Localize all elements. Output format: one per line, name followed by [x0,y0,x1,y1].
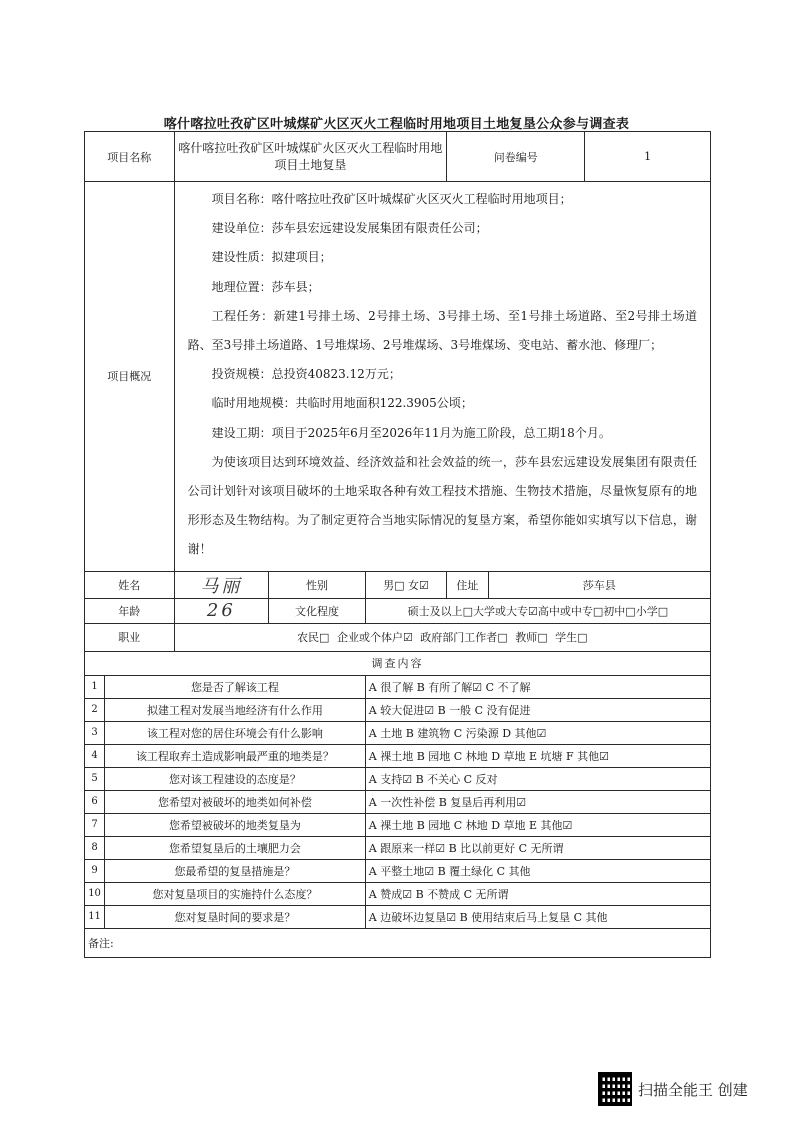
survey-header: 调查内容 [85,651,711,675]
question-row [85,744,711,767]
gender-label: 性别 [269,571,366,598]
question-number: 11 [85,905,105,928]
education-label: 文化程度 [269,598,366,623]
question-number: 4 [85,744,105,767]
question-row [85,767,711,790]
overview-line-purpose: 为使该项目达到环境效益、经济效益和社会效益的统一，莎车县宏远建设发展集团有限责任公司计划针对该项目破坏的土地采取各种有效工程技术措施、生物技术措施，尽量恢复原有的地形形态及生物结构。为了制定更符合当地实际情况的复垦方案，希望你能如实填写以下信息，谢谢！ [187,454,697,557]
question-answer: A 跟原来一样☑ B 比以前更好 C 无所谓 [365,836,710,859]
question-answer: A 边破坏边复垦☑ B 使用结束后马上复垦 C 其他 [365,905,710,928]
question-number: 3 [85,721,105,744]
question-text: 您对该工程建设的态度是？ [105,767,366,790]
address-label: 住址 [447,571,488,598]
project-name-label: 项目名称 [85,132,175,182]
scanner-watermark [598,1071,778,1107]
question-number: 2 [85,698,105,721]
question-number: 1 [85,675,105,698]
question-number: 7 [85,813,105,836]
project-name-row [85,132,711,182]
overview-line-period: 建设工期：项目于2025年6月至2026年11月为施工阶段，总工期18个月。 [211,425,611,440]
overview-line-investment: 投资规模：总投资40823.12万元； [211,367,401,382]
question-row [85,698,711,721]
questionnaire-no-value: 1 [585,132,711,182]
question-row [85,675,711,698]
question-row [85,836,711,859]
remark-label: 备注: [85,928,711,957]
overview-line-tasks: 工程任务：新建1号排土场、2号排土场、3号排土场、至1号排土场道路、至2号排土场道路、至3号排土场道路、1号堆煤场、2号堆煤场、3号堆煤场、变电站、蓄水池、修理厂； [187,308,697,353]
overview-label: 项目概况 [85,182,175,572]
age-value: 26 [174,598,269,623]
question-number: 8 [85,836,105,859]
question-answer: A 一次性补偿 B 复垦后再利用☑ [365,790,710,813]
question-text: 您最希望的复垦措施是？ [105,859,366,882]
question-answer: A 裸土地 B 园地 C 林地 D 草地 E 坑塘 F 其他☑ [365,744,710,767]
question-text: 您对复垦时间的要求是？ [105,905,366,928]
question-text: 您希望复垦后的土壤肥力会 [105,836,366,859]
overview-line-builder: 建设单位：莎车县宏远建设发展集团有限责任公司； [211,221,488,236]
question-answer: A 较大促进☑ B 一般 C 没有促进 [365,698,710,721]
address-value: 莎车县 [488,571,710,598]
name-label: 姓名 [85,571,175,598]
question-row [85,859,711,882]
overview-line-location: 地理位置：莎车县； [211,279,320,294]
question-row [85,882,711,905]
question-text: 您是否了解该工程 [105,675,366,698]
question-text: 该工程取弃土造成影响最严重的地类是？ [105,744,366,767]
question-text: 您希望被破坏的地类复垦为 [105,813,366,836]
person-row-2 [85,598,711,623]
project-name-value: 喀什喀拉吐孜矿区叶城煤矿火区灭火工程临时用地项目土地复垦 [174,132,447,182]
person-row-3 [85,623,711,651]
question-row [85,790,711,813]
overview-row [85,182,711,572]
question-answer: A 土地 B 建筑物 C 污染源 D 其他☑ [365,721,710,744]
question-answer: A 平整土地☑ B 覆土绿化 C 其他 [365,859,710,882]
age-label: 年龄 [85,598,175,623]
education-options: 硕士及以上□大学或大专☑高中或中专□初中□小学□ [365,598,710,623]
overview-line-nature: 建设性质：拟建项目； [211,250,332,265]
question-answer: A 赞成☑ B 不赞成 C 无所谓 [365,882,710,905]
question-number: 10 [85,882,105,905]
questionnaire-no-label: 问卷编号 [447,132,585,182]
watermark-text: 扫描全能王 创建 [638,1080,748,1099]
question-number: 9 [85,859,105,882]
question-number: 5 [85,767,105,790]
qr-code-icon [598,1072,632,1106]
question-text: 该工程对您的居住环境会有什么影响 [105,721,366,744]
question-text: 您对复垦项目的实施持什么态度？ [105,882,366,905]
overview-line-land-area: 临时用地规模：共临时用地面积122.3905公顷； [211,396,473,411]
question-answer: A 支持☑ B 不关心 C 反对 [365,767,710,790]
question-text: 拟建工程对发展当地经济有什么作用 [105,698,366,721]
question-row [85,905,711,928]
question-answer: A 裸土地 B 园地 C 林地 D 草地 E 其他☑ [365,813,710,836]
remark-row [85,928,711,957]
overview-line-project-name: 项目名称：喀什喀拉吐孜矿区叶城煤矿火区灭火工程临时用地项目； [211,192,572,206]
overview-content [174,182,710,572]
name-signature: 马丽 [174,571,269,598]
document-title: 喀什喀拉吐孜矿区叶城煤矿火区灭火工程临时用地项目土地复垦公众参与调查表 [163,117,630,132]
question-row [85,721,711,744]
question-text: 您希望对被破坏的地类如何补偿 [105,790,366,813]
question-row [85,813,711,836]
survey-header-row [85,651,711,675]
occupation-options: 农民□ 企业或个体户☑ 政府部门工作者□ 教师□ 学生□ [174,623,710,651]
question-answer: A 很了解 B 有所了解☑ C 不了解 [365,675,710,698]
person-row-1 [85,571,711,598]
question-number: 6 [85,790,105,813]
occupation-label: 职业 [85,623,175,651]
survey-table [84,131,711,958]
gender-value: 男□ 女☑ [365,571,447,598]
